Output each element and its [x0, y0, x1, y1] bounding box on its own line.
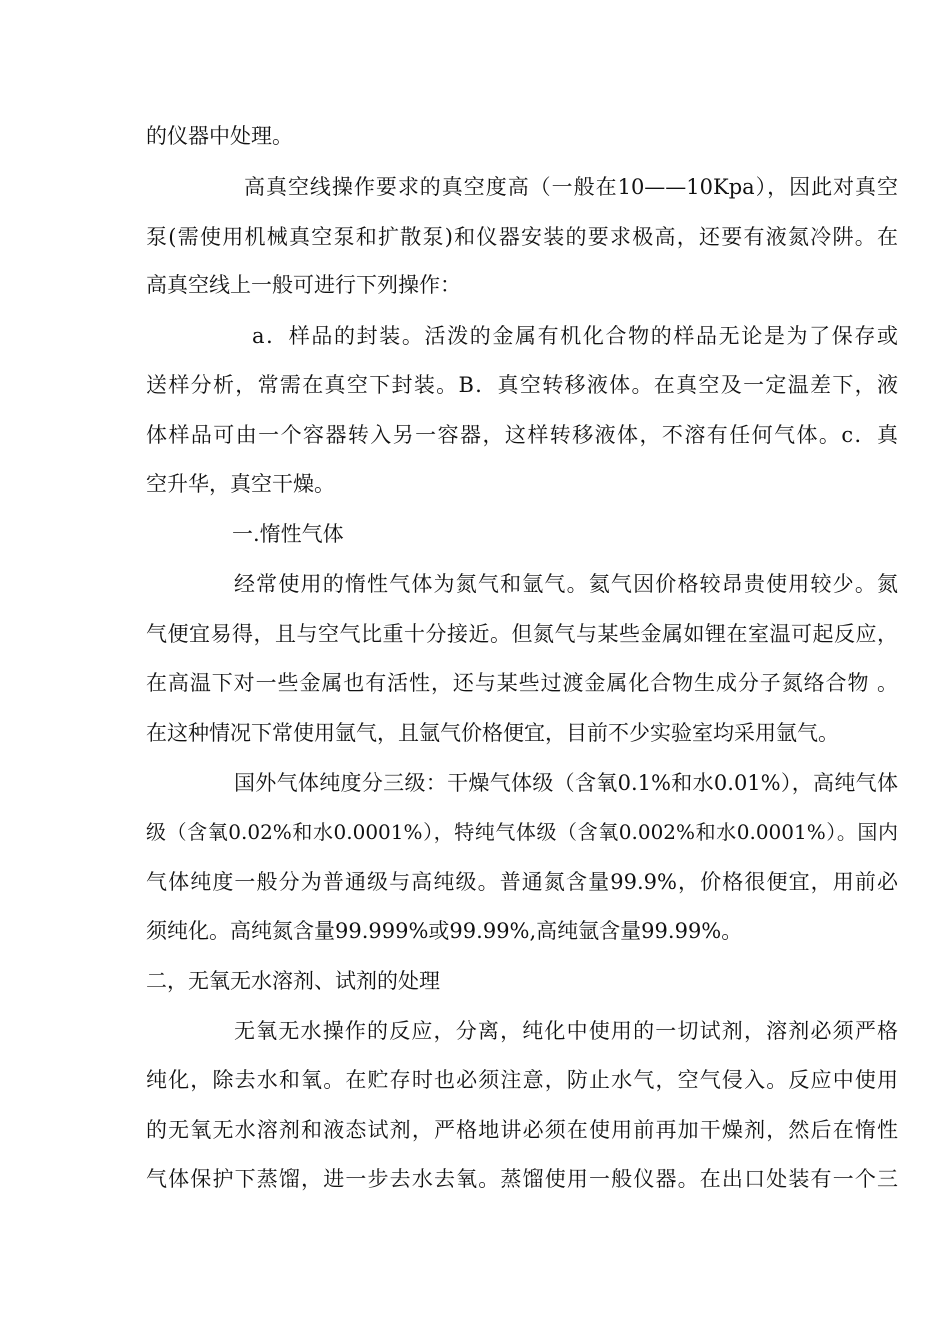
- text-line: 泵(需使用机械真空泵和扩散泵)和仪器安装的要求极高，还要有液氮冷阱。在: [146, 225, 898, 249]
- section-heading: 二，无氧无水溶剂、试剂的处理: [146, 969, 440, 993]
- text-line: 的仪器中处理。: [146, 124, 293, 148]
- text-line: 送样分析，常需在真空下封装。B．真空转移液体。在真空及一定温差下，液: [146, 373, 898, 397]
- text-line: 体样品可由一个容器转入另一容器，这样转移液体，不溶有任何气体。c．真: [146, 423, 898, 447]
- text-line: 气体保护下蒸馏，进一步去水去氧。蒸馏使用一般仪器。在出口处装有一个三: [146, 1167, 898, 1191]
- text-line: 纯化，除去水和氧。在贮存时也必须注意，防止水气，空气侵入。反应中使用: [146, 1068, 898, 1092]
- paragraph-first-line: 无氧无水操作的反应，分离，纯化中使用的一切试剂，溶剂必须严格: [234, 1019, 898, 1043]
- text-line: 在这种情况下常使用氩气，且氩气价格便宜，目前不少实验室均采用氩气。: [146, 721, 839, 745]
- paragraph-first-line: 经常使用的惰性气体为氮气和氩气。氦气因价格较昂贵使用较少。氮: [234, 572, 898, 596]
- text-line: 高真空线上一般可进行下列操作：: [146, 273, 461, 297]
- paragraph-first-line: 国外气体纯度分三级：干燥气体级（含氧0.1%和水0.01%），高纯气体: [234, 771, 898, 795]
- text-line: 气便宜易得，且与空气比重十分接近。但氮气与某些金属如锂在室温可起反应，: [146, 622, 898, 646]
- text-line: 的无氧无水溶剂和液态试剂，严格地讲必须在使用前再加干燥剂，然后在惰性: [146, 1118, 898, 1142]
- text-line: 气体纯度一般分为普通级与高纯级。普通氮含量99.9%，价格很便宜，用前必: [146, 870, 898, 894]
- paragraph-first-line: 高真空线操作要求的真空度高（一般在10——10Kpa），因此对真空: [244, 175, 898, 199]
- paragraph-first-line: a．样品的封装。活泼的金属有机化合物的样品无论是为了保存或: [252, 324, 898, 348]
- section-heading: 一.惰性气体: [232, 522, 344, 546]
- text-line: 须纯化。高纯氮含量99.999%或99.99%,高纯氩含量99.99%。: [146, 919, 743, 943]
- text-line: 级（含氧0.02%和水0.0001%），特纯气体级（含氧0.002%和水0.0001%）。国内: [146, 820, 898, 844]
- text-line: 空升华，真空干燥。: [146, 472, 335, 496]
- text-line: 在高温下对一些金属也有活性，还与某些过渡金属化合物生成分子氮络合物 。: [146, 671, 898, 695]
